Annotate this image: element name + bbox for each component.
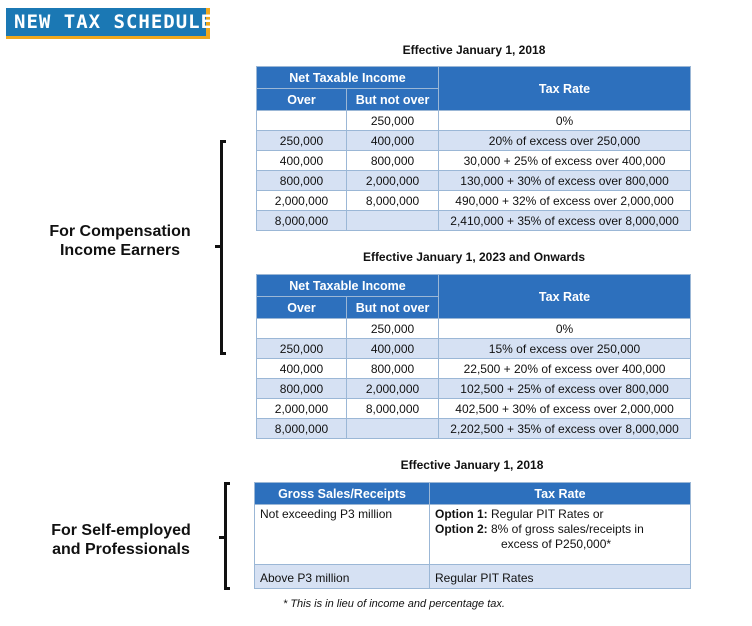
table-row — [257, 151, 691, 171]
cell-but-not-over: 2,000,000 — [347, 379, 439, 399]
table-row — [255, 505, 691, 565]
table-2023 — [256, 274, 691, 439]
cell-over: 2,000,000 — [257, 399, 347, 419]
option-2-label: Option 2: — [435, 522, 488, 536]
cell-but-not-over: 800,000 — [347, 151, 439, 171]
option-2-continued: excess of P250,000* — [501, 537, 612, 551]
header-over: Over — [257, 297, 347, 319]
cell-over: 800,000 — [257, 171, 347, 191]
cell-rate: 15% of excess over 250,000 — [439, 339, 691, 359]
self-employed-label-line-1: For Self-employed — [51, 522, 191, 539]
table-row — [257, 171, 691, 191]
self-employed-label — [38, 521, 204, 559]
cell-but-not-over: 400,000 — [347, 131, 439, 151]
self-employed-bracket-tick — [219, 536, 224, 539]
cell-over: 8,000,000 — [257, 211, 347, 231]
cell-over: 8,000,000 — [257, 419, 347, 439]
cell-rate: 2,410,000 + 35% of excess over 8,000,000 — [439, 211, 691, 231]
cell-but-not-over — [347, 419, 439, 439]
cell-but-not-over: 8,000,000 — [347, 191, 439, 211]
compensation-label-line-2: Income Earners — [59, 242, 181, 259]
table-row — [257, 211, 691, 231]
cell-over: 400,000 — [257, 359, 347, 379]
cell-over: 250,000 — [257, 131, 347, 151]
table-row — [257, 191, 691, 211]
header-but-not-over: But not over — [347, 89, 439, 111]
header-tax-rate: Tax Rate — [439, 67, 691, 111]
cell-over: 2,000,000 — [257, 191, 347, 211]
cell-but-not-over: 250,000 — [347, 111, 439, 131]
header-tax-rate: Tax Rate — [439, 275, 691, 319]
table-row — [257, 399, 691, 419]
cell-but-not-over: 400,000 — [347, 339, 439, 359]
table-row — [257, 379, 691, 399]
table-row — [257, 111, 691, 131]
cell-but-not-over: 8,000,000 — [347, 399, 439, 419]
cell-rate: 402,500 + 30% of excess over 2,000,000 — [439, 399, 691, 419]
header-gross-sales: Gross Sales/Receipts — [255, 483, 430, 505]
header-net-taxable-income: Net Taxable Income — [257, 275, 439, 297]
header-over: Over — [257, 89, 347, 111]
table-row — [257, 419, 691, 439]
cell-rate: 2,202,500 + 35% of excess over 8,000,000 — [439, 419, 691, 439]
compensation-label-line-1: For Compensation — [49, 223, 191, 240]
cell-rate: 0% — [439, 111, 691, 131]
cell-rate: Regular PIT Rates — [430, 565, 691, 589]
cell-gross: Not exceeding P3 million — [255, 505, 430, 565]
cell-but-not-over: 250,000 — [347, 319, 439, 339]
cell-rate: 102,500 + 25% of excess over 800,000 — [439, 379, 691, 399]
cell-over: 400,000 — [257, 151, 347, 171]
table-2018 — [256, 66, 691, 231]
option-2 — [435, 522, 690, 537]
title-banner — [6, 8, 214, 39]
table-row — [257, 359, 691, 379]
compensation-bracket — [220, 140, 226, 355]
cell-rate: 130,000 + 30% of excess over 800,000 — [439, 171, 691, 191]
cell-rate-options — [430, 505, 691, 565]
option-1-label: Option 1: — [435, 507, 488, 521]
cell-over: 800,000 — [257, 379, 347, 399]
table-2018-caption: Effective January 1, 2018 — [402, 43, 546, 57]
option-1-text: Regular PIT Rates or — [487, 507, 604, 521]
cell-rate: 20% of excess over 250,000 — [439, 131, 691, 151]
cell-rate: 30,000 + 25% of excess over 400,000 — [439, 151, 691, 171]
compensation-bracket-tick — [215, 245, 220, 248]
header-tax-rate: Tax Rate — [430, 483, 691, 505]
self-employed-label-line-2: and Professionals — [52, 541, 190, 558]
option-2-text: 8% of gross sales/receipts in — [487, 522, 644, 536]
header-but-not-over: But not over — [347, 297, 439, 319]
table-2023-caption: Effective January 1, 2023 and Onwards — [362, 250, 586, 264]
cell-rate: 490,000 + 32% of excess over 2,000,000 — [439, 191, 691, 211]
cell-but-not-over — [347, 211, 439, 231]
cell-gross: Above P3 million — [255, 565, 430, 589]
cell-but-not-over: 800,000 — [347, 359, 439, 379]
table-row — [255, 565, 691, 589]
footnote: * This is in lieu of income and percentage tax. — [283, 598, 505, 610]
cell-rate: 0% — [439, 319, 691, 339]
table-row — [257, 131, 691, 151]
banner-title: NEW TAX SCHEDULE — [14, 11, 214, 33]
self-employed-bracket — [224, 482, 230, 590]
compensation-label — [40, 222, 200, 260]
cell-but-not-over: 2,000,000 — [347, 171, 439, 191]
table-row — [257, 319, 691, 339]
option-1 — [435, 507, 690, 522]
cell-rate: 22,500 + 20% of excess over 400,000 — [439, 359, 691, 379]
header-net-taxable-income: Net Taxable Income — [257, 67, 439, 89]
cell-over — [257, 319, 347, 339]
table-self-employed — [254, 482, 691, 589]
cell-over: 250,000 — [257, 339, 347, 359]
table-self-caption: Effective January 1, 2018 — [400, 458, 544, 472]
table-row — [257, 339, 691, 359]
cell-over — [257, 111, 347, 131]
